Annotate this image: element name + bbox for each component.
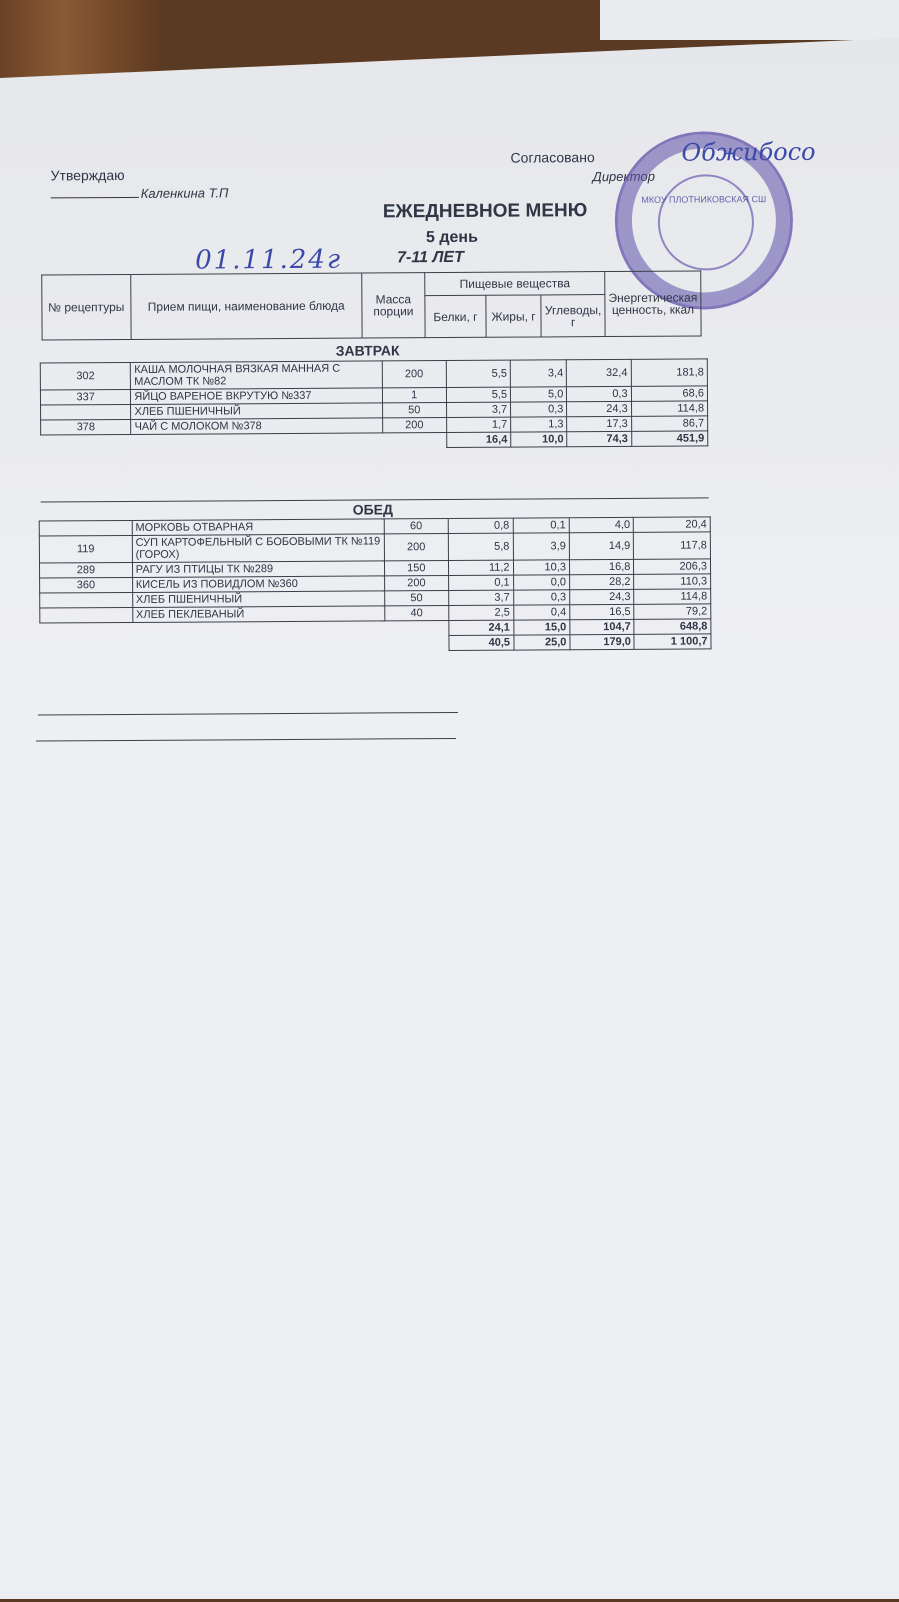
page-title: ЕЖЕДНЕВНОЕ МЕНЮ xyxy=(382,200,588,223)
mass-cell: 200 xyxy=(382,418,446,433)
mass-cell: 40 xyxy=(384,606,449,621)
carbs-cell: 16,5 xyxy=(570,604,635,619)
energy-cell: 79,2 xyxy=(634,604,711,619)
col-mass: Масса порции xyxy=(362,273,425,338)
approve-label: Утверждаю xyxy=(50,166,125,184)
grand-total-fats: 25,0 xyxy=(513,635,569,650)
energy-cell: 110,3 xyxy=(634,574,711,589)
carbs-cell: 16,8 xyxy=(569,559,634,574)
approve-name: Каленкина Т.П xyxy=(140,185,229,201)
dish-name-cell: ХЛЕБ ПШЕНИЧНЫЙ xyxy=(132,591,384,608)
dish-name-cell: СУП КАРТОФЕЛЬНЫЙ С БОБОВЫМИ ТК №119 (ГОРОХ) xyxy=(132,534,384,563)
fats-cell: 1,3 xyxy=(511,417,567,432)
grand-total-carbs: 179,0 xyxy=(570,634,635,649)
fats-cell: 0,3 xyxy=(513,590,569,605)
proteins-cell: 3,7 xyxy=(449,590,514,605)
recipe-no-cell: 378 xyxy=(41,419,131,435)
energy-cell: 86,7 xyxy=(631,416,707,431)
proteins-cell: 1,7 xyxy=(446,417,510,432)
breakfast-total-carbs: 74,3 xyxy=(567,431,631,446)
col-recipe-no: № рецептуры xyxy=(42,274,131,340)
mass-cell: 150 xyxy=(384,561,449,576)
proteins-cell: 3,7 xyxy=(446,402,510,417)
energy-cell: 114,8 xyxy=(634,589,711,604)
table-row xyxy=(40,359,707,390)
col-fats: Жиры, г xyxy=(486,295,542,337)
handwritten-signature: Обжибосо xyxy=(681,137,816,167)
fats-cell: 0,0 xyxy=(513,575,569,590)
fats-cell: 3,9 xyxy=(513,533,570,560)
mass-cell: 50 xyxy=(384,591,449,606)
carbs-cell: 28,2 xyxy=(569,574,634,589)
stamp-inner-circle xyxy=(658,174,755,271)
energy-cell: 20,4 xyxy=(634,517,711,532)
mass-cell: 200 xyxy=(384,534,449,561)
recipe-no-cell: 289 xyxy=(39,562,132,578)
energy-cell: 206,3 xyxy=(634,559,711,574)
fats-cell: 0,4 xyxy=(513,605,569,620)
dish-name-cell: ЯЙЦО ВАРЕНОЕ ВКРУТУЮ №337 xyxy=(131,388,382,405)
col-energy: Энергетическая ценность, ккал xyxy=(605,271,701,337)
energy-cell: 114,8 xyxy=(631,401,707,416)
mass-cell: 1 xyxy=(382,388,446,403)
col-proteins: Белки, г xyxy=(425,295,486,337)
proteins-cell: 2,5 xyxy=(449,605,514,620)
dish-name-cell: РАГУ ИЗ ПТИЦЫ ТК №289 xyxy=(132,561,384,578)
lunch-total-rule xyxy=(38,712,458,716)
recipe-no-cell xyxy=(39,520,132,536)
lunch-total-energy: 648,8 xyxy=(634,619,711,634)
carbs-cell: 32,4 xyxy=(567,359,631,386)
agreed-label: Согласовано xyxy=(510,149,595,166)
energy-cell: 181,8 xyxy=(631,359,708,386)
breakfast-total-fats: 10,0 xyxy=(511,432,567,447)
section-breakfast: ЗАВТРАК xyxy=(335,342,400,359)
lunch-table xyxy=(39,516,712,653)
dish-name-cell: ХЛЕБ ПЕКЛЕВАНЫЙ xyxy=(132,606,384,623)
menu-table-header xyxy=(41,270,701,340)
dish-name-cell: ХЛЕБ ПШЕНИЧНЫЙ xyxy=(131,403,382,420)
fats-cell: 10,3 xyxy=(513,560,569,575)
recipe-no-cell: 360 xyxy=(40,577,133,593)
carbs-cell: 4,0 xyxy=(569,517,634,532)
breakfast-table xyxy=(40,358,709,450)
dish-name-cell: ЧАЙ С МОЛОКОМ №378 xyxy=(131,418,382,435)
recipe-no-cell: 119 xyxy=(39,535,132,563)
grand-total-energy: 1 100,7 xyxy=(634,634,711,649)
fats-cell: 0,1 xyxy=(513,518,569,533)
proteins-cell: 0,1 xyxy=(449,575,514,590)
proteins-cell: 0,8 xyxy=(448,518,513,533)
day-label: 5 день xyxy=(425,228,478,247)
recipe-no-cell xyxy=(40,592,133,608)
grand-total-rule xyxy=(36,738,456,742)
carbs-cell: 24,3 xyxy=(567,401,631,416)
mass-cell: 60 xyxy=(384,519,449,534)
grand-total-proteins: 40,5 xyxy=(449,635,514,650)
breakfast-total-proteins: 16,4 xyxy=(447,432,511,447)
table-row xyxy=(39,532,710,563)
dish-name-cell: КИСЕЛЬ ИЗ ПОВИДЛОМ №360 xyxy=(132,576,384,593)
age-group: 7-11 ЛЕТ xyxy=(397,248,464,267)
dish-name-cell: КАША МОЛОЧНАЯ ВЯЗКАЯ МАННАЯ С МАСЛОМ ТК №82 xyxy=(131,361,382,390)
carbs-cell: 24,3 xyxy=(570,589,635,604)
recipe-no-cell: 302 xyxy=(40,362,131,390)
recipe-no-cell: 337 xyxy=(40,389,130,405)
col-carbs: Углеводы, г xyxy=(541,295,605,337)
energy-cell: 68,6 xyxy=(631,386,707,401)
breakfast-total-energy: 451,9 xyxy=(631,431,707,446)
energy-cell: 117,8 xyxy=(634,532,711,559)
proteins-cell: 5,8 xyxy=(448,533,513,560)
proteins-cell: 5,5 xyxy=(446,387,510,402)
fats-cell: 3,4 xyxy=(510,360,566,387)
dish-name-cell: МОРКОВЬ ОТВАРНАЯ xyxy=(132,519,384,536)
handwritten-date: 01.11.24г xyxy=(195,244,343,276)
mass-cell: 50 xyxy=(382,403,446,418)
approve-signature-line xyxy=(51,197,139,199)
proteins-cell: 11,2 xyxy=(449,560,514,575)
director-label: Директор xyxy=(592,168,655,185)
fats-cell: 0,3 xyxy=(511,402,567,417)
lunch-total-carbs: 104,7 xyxy=(570,619,635,634)
section-lunch: ОБЕД xyxy=(352,501,393,518)
lunch-total-fats: 15,0 xyxy=(513,620,569,635)
mass-cell: 200 xyxy=(384,576,449,591)
proteins-cell: 5,5 xyxy=(446,360,510,387)
lunch-total-proteins: 24,1 xyxy=(449,620,514,635)
col-nutrients: Пищевые вещества xyxy=(425,272,605,296)
fats-cell: 5,0 xyxy=(511,387,567,402)
recipe-no-cell xyxy=(41,404,131,420)
carbs-cell: 0,3 xyxy=(567,386,631,401)
col-meal-name: Прием пищи, наименование блюда xyxy=(130,273,362,339)
carbs-cell: 17,3 xyxy=(567,416,631,431)
mass-cell: 200 xyxy=(382,361,446,388)
stamp-text: МКОУ ПЛОТНИКОВСКАЯ СШ xyxy=(641,194,767,205)
recipe-no-cell xyxy=(40,607,133,623)
carbs-cell: 14,9 xyxy=(569,532,634,559)
